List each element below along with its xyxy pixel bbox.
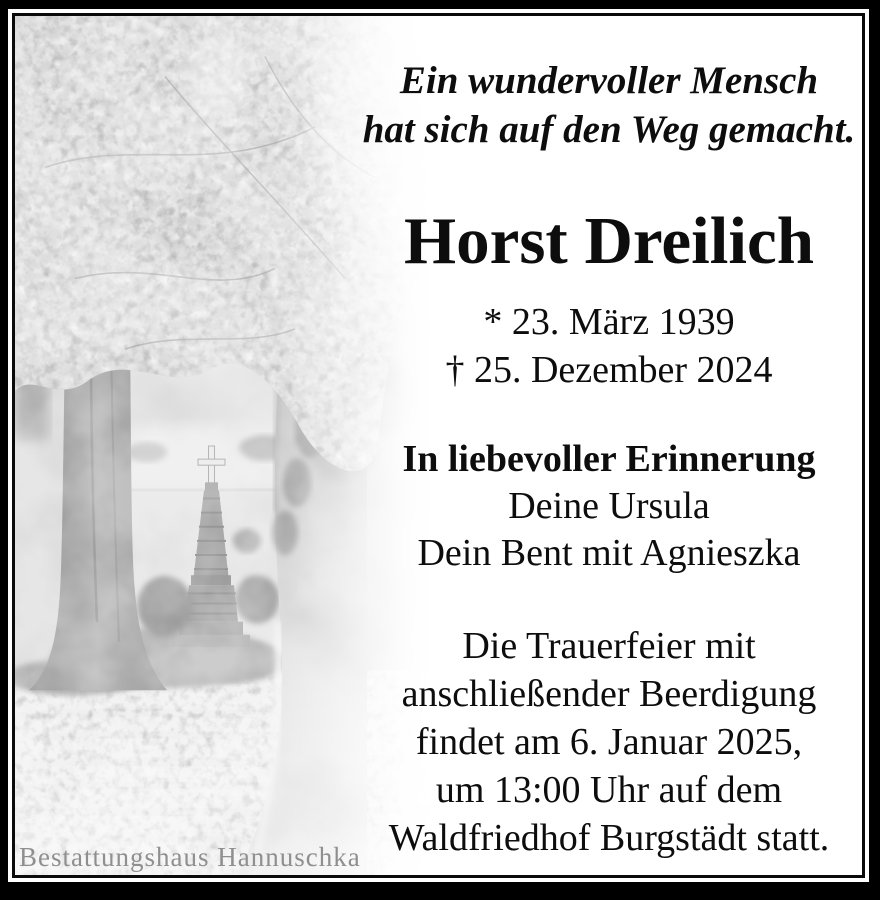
- death-date: † 25. Dezember 2024: [445, 349, 773, 391]
- notice-text-column: [360, 16, 858, 875]
- memory-heading: In liebevoller Erinnerung: [402, 438, 816, 480]
- mourner-line: Dein Bent mit Agnieszka: [417, 532, 801, 574]
- quote-line: hat sich auf den Weg gemacht.: [362, 108, 856, 151]
- funeral-info: [360, 622, 858, 862]
- deceased-name: Horst Dreilich: [404, 204, 814, 278]
- funeral-home-watermark: Bestattungshaus Hannuschka: [19, 842, 361, 872]
- funeral-line: anschließender Beerdigung: [401, 673, 817, 715]
- notice-sheet: [8, 9, 869, 882]
- remembrance-block: [360, 436, 858, 577]
- funeral-line: Waldfriedhof Burgstädt statt.: [388, 817, 830, 859]
- life-dates: [360, 298, 858, 394]
- birth-date: * 23. März 1939: [483, 301, 735, 343]
- opening-quote: [360, 56, 858, 154]
- funeral-line: Die Trauerfeier mit: [462, 625, 756, 667]
- funeral-line: um 13:00 Uhr auf dem: [435, 769, 783, 811]
- funeral-line: findet am 6. Januar 2025,: [415, 721, 803, 763]
- mourner-line: Deine Ursula: [508, 485, 710, 527]
- quote-line: Ein wundervoller Mensch: [399, 59, 819, 102]
- card-inner-border: [12, 13, 865, 878]
